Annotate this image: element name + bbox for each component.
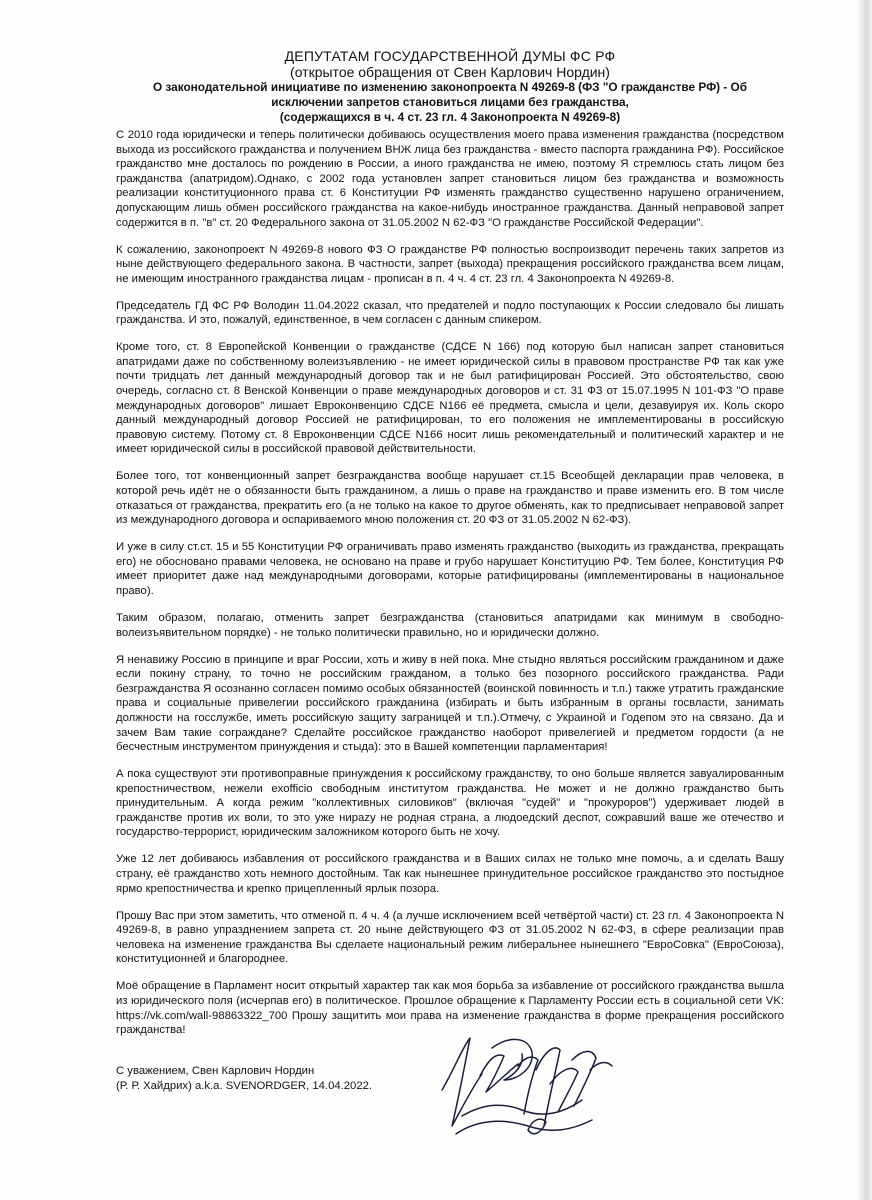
paragraph: Более того, тот конвенционный запрет безгражданства вообще нарушает ст.15 Всеобщей декларации прав человека, в которой речь идёт не о обязанности быть гражданином, а лишь о праве на гражданство и праве изменить его. В том числе отказаться от гражданства, прекратить его (а не только на какое то другое обменять, как то предписывает неправовой запрет из международного договора и оспариваемого мною положения ст. 20 ФЗ от 31.05.2002 N 62-ФЗ). bbox=[116, 470, 784, 527]
paragraph: Моё обращение в Парламент носит открытый характер так как моя борьба за избавление от российского гражданства вышла из юридического поля (исчерпав его) в политическое. Прошлое обращение к Парламенту России есть в социальной сети VK: https://vk.com/wall-98863322_700 Прошу защитить мои права на изменение гражданства в форме прекращения российского гражданства! bbox=[116, 980, 784, 1037]
header-subject-line-3: (содержащихся в ч. 4 ст. 23 гл. 4 Законопроекта N 49269-8) bbox=[279, 110, 621, 124]
paragraph: К сожалению, законопроект N 49269-8 нового ФЗ О гражданстве РФ полностью воспроизводит перечень таких запретов из ныне действующего федерального закона. В частности, запрет (выхода) прекращения российского гражданства всем лицам, не имеющим иностранного гражданства лицам - прописан в п. 4 ч. 4 ст. 23 гл. 4 Законопроекта N 49269-8. bbox=[116, 243, 784, 285]
paragraph: Я ненавижу Россию в принципе и враг России, хоть и живу в ней пока. Мне стыдно являться российским гражданином и даже если покину страну, то точно не российским гражданом, а только без позорного российского гражданства. Ради безгражданства Я осознанно согласен помимо особых обязанностей (воинской повинность и т.п.) также утратить гражданские права и социальные привелегии российского гражданина (избирать и быть избранным в органы госвласти, занимать должности на госслужбе, иметь российскую защиту заграницей и т.п.).Отмечу, с Украиной и Годепом это на связано. Да и зачем Вам такие сограждане? Сделайте российское гражданство наоборот привелегией и предметом гордости (а не бесчестным инструментом принуждения и стыда): это в Вашей компетенции парламентария! bbox=[116, 653, 784, 754]
paragraph: С 2010 года юридически и теперь политически добиваюсь осуществления моего права изменения гражданства (посредством выхода из российского гражданства и получением ВНЖ лица без гражданства - вместо паспорта гражданина РФ). Российское гражданство мне досталось по рождению в России, а иного гражданства не имею, поэтому Я стремлюсь стать лицом без гражданства (апатридом).Однако, с 2002 года установлен запрет становиться лицом без гражданства и возможность реализации конституционного права ст. 6 Конституции РФ изменять гражданство существенно нарушено ограничением, допускающим лишь обмен российского гражданства на какое-нибудь иностранное гражданства. Данный неправовой запрет содержится в п. "в" ст. 20 Федерального закона от 31.05.2002 N 62-ФЗ "О гражданстве Российской Федерации". bbox=[116, 129, 784, 229]
paragraph: Прошу Вас при этом заметить, что отменой п. 4 ч. 4 (а лучше исключением всей четвёртой части) ст. 23 гл. 4 Законопроекта N 49269-8, в равно упразднением запрета ст. 20 ныне действующего ФЗ от 31.05.2002 N 62-ФЗ, в сфере реализации прав человека на изменение гражданства Вы сделаете национальный режим либеральнее нынешнего "ЕвроСовка" (ЕвроСоюза), конституционней и благороднее. bbox=[116, 909, 784, 966]
paragraph: И уже в силу ст.ст. 15 и 55 Конституции РФ ограничивать право изменять гражданство (выходить из гражданства, прекращать его) не обосновано правами человека, не основано на праве и грубо нарушает Конституцию РФ. Тем более, Конституция РФ имеет приоритет даже над международными договорами, которые ратифицированы (имплементированы в национальное право). bbox=[116, 541, 784, 597]
paragraph: А пока существуют эти противоправные принуждения к российскому гражданству, то оно больше является завуалированным крепостничеством, нежели exofficio свободным институтом гражданства. Не может и не должно гражданство быть принудительным. А когда режим "коллективных силовиков" (включая "судей" и "прокуроров") удерживает людей в гражданстве против их воли, то это уже нирazу не родная страна, а людоедский деспот, сожравший ваше же отечество и государство-террорист, юридическим заложником которого быть не хочу. bbox=[116, 768, 784, 839]
document-header bbox=[140, 48, 760, 125]
closing-regards: С уважением, Свен Карлович Нордин bbox=[116, 1065, 315, 1077]
closing-alias-date: (Р. Р. Хайдрих) a.k.a. SVENORDGER, 14.04.2022. bbox=[116, 1079, 373, 1092]
header-subject-line-1: О законодательной инициативе по изменению законопроекта N 49269-8 (ФЗ "О гражданстве РФ) - Об bbox=[152, 80, 748, 94]
paragraph: Председатель ГД ФС РФ Володин 11.04.2022 сказал, что предателей и подло поступающих к России следовало бы лишать гражданства. И это, пожалуй, единственное, в чем согласен с данным спикером. bbox=[116, 299, 784, 327]
document-title: ДЕПУТАТАМ ГОСУДАРСТВЕННОЙ ДУМЫ ФС РФ bbox=[284, 48, 616, 64]
scan-edge-shadow bbox=[858, 0, 872, 1200]
header-subject-line-2: исключении запретов становиться лицами без гражданства, bbox=[271, 95, 629, 109]
paragraph: Таким образом, полагаю, отменить запрет безгражданства (становиться апатридами как минимум в свободно-волеизъявительном порядке) - не только политически правильно, но и юридически должно. bbox=[116, 611, 784, 639]
handwritten-signature bbox=[432, 1030, 622, 1150]
closing-block bbox=[116, 1064, 372, 1093]
document-body bbox=[116, 128, 784, 1050]
paragraph: Кроме того, ст. 8 Европейской Конвенции о гражданстве (СДСЕ N 166) под которую был написан запрет становиться апатридами даже по собственному волеизъявлению - не имеет юридической силы в правовом пространстве РФ так как уже почти тридцать лет данный международный договор так и не был ратифицирован Россией. Это обстоятельство, свою очередь, согласно ст. 8 Венской Конвенции о праве международных договоров и ст. 31 ФЗ от 15.07.1995 N 101-ФЗ "О праве международных договоров" лишает Евроконвенцию СДСЕ N166 её предмета, смысла и цели, дезавуируя их. Коль скоро данный международный договор Россией не ратифицирован, то его положения не имплементированы в российскую правовую систему. Потому ст. 8 Евроконвенции СДСЕ N166 носит лишь рекомендательный и политический характер и не имеет юридической силы в российской правовой действительности. bbox=[116, 341, 784, 456]
paragraph: Уже 12 лет добиваюсь избавления от российского гражданства и в Ваших силах не только мне помочь, а и сделать Вашу страну, её гражданство хоть немного достойным. Так как нынешнее принудительное российское гражданство это постыдное ярмо крепостничества и крепко прицепленный ярлык позора. bbox=[116, 853, 784, 895]
document-subtitle: (открытое обращения от Свен Карлович Нордин) bbox=[290, 64, 610, 80]
